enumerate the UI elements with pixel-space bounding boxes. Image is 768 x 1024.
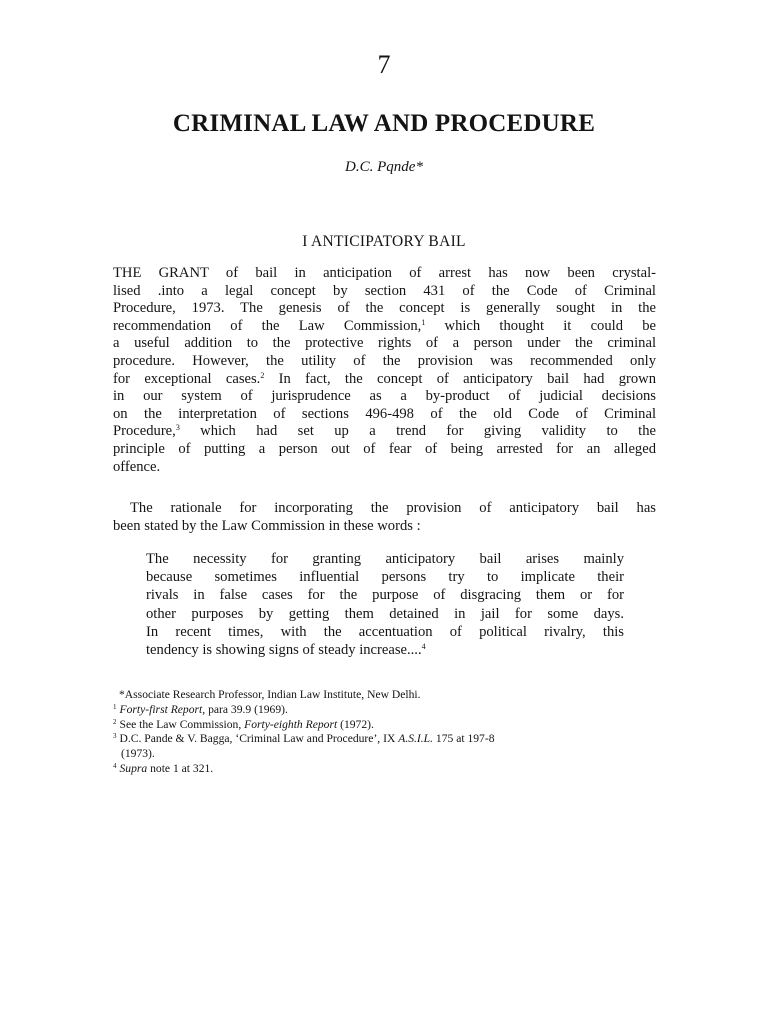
footnote-author: *Associate Research Professor, Indian Law Institute, New Delhi. xyxy=(119,688,421,701)
quote-line: other purposes by getting them detained in jail for some days. xyxy=(146,605,624,622)
footnote-text: para 39.9 (1969). xyxy=(205,702,288,716)
footnotes xyxy=(113,688,658,777)
paragraph-2 xyxy=(113,500,656,535)
footnote-mark: 4 xyxy=(113,761,117,770)
footnote-mark: 1 xyxy=(113,702,117,711)
paragraph-line: Procedure, 1973. The genesis of the concept is generally sought in the xyxy=(113,300,656,317)
line-text: recommendation of the Law Commission, xyxy=(113,317,422,334)
line-text: for exceptional cases. xyxy=(113,370,261,387)
line-text: which had set up a trend for giving validity to the xyxy=(179,423,656,440)
paragraph-line: a useful addition to the protective rights of a person under the criminal xyxy=(113,335,656,352)
paragraph-line: in our system of jurisprudence as a by-product of judicial decisions xyxy=(113,388,656,405)
footnote-text: See the Law Commission, xyxy=(119,717,245,731)
paragraph-line: principle of putting a person out of fear of being arrested for an alleged xyxy=(113,440,656,457)
author-name: D.C. Pqnde* xyxy=(345,159,423,175)
quote-line: rivals in false cases for the purpose of disgracing them or for xyxy=(146,587,624,604)
quote-line xyxy=(146,641,624,659)
quote-line: The necessity for granting anticipatory bail arises mainly xyxy=(146,551,624,567)
footnote-3 xyxy=(113,732,658,747)
chapter-title: CRIMINAL LAW AND PROCEDURE xyxy=(172,110,596,137)
footnote-3-continuation: (1973). xyxy=(121,747,155,761)
line-text: Procedure, xyxy=(113,423,176,440)
paragraph-line: offence. xyxy=(113,458,161,475)
footnote-4 xyxy=(113,762,658,777)
footnote-text: 175 at 197-8 xyxy=(433,732,495,746)
footnote-ref: 1 xyxy=(421,317,426,327)
footnote-italic: Forty-first Report, xyxy=(119,702,206,716)
section-heading: I ANTICIPATORY BAIL xyxy=(302,233,466,250)
quote-line: In recent times, with the accentuation of political rivalry, this xyxy=(146,623,624,640)
paragraph-line: on the interpretation of sections 496-498 of the old Code of Criminal xyxy=(113,405,656,422)
paragraph-line: been stated by the Law Commission in these words : xyxy=(113,517,421,534)
footnote-1 xyxy=(113,703,658,718)
footnote-italic: Forty-eighth Report xyxy=(244,717,338,731)
paragraph-line: procedure. However, the utility of the provision was recommended only xyxy=(113,352,656,369)
footnote-text: D.C. Pande & V. Bagga, ‘Criminal Law and Procedure’, IX xyxy=(119,732,399,746)
paragraph-line: The rationale for incorporating the provision of anticipatory bail has xyxy=(130,500,656,516)
footnote-text: (1972). xyxy=(337,717,374,731)
footnote-mark: 3 xyxy=(113,732,117,741)
chapter-number: 7 xyxy=(377,50,391,79)
footnote-ref: 3 xyxy=(175,423,180,433)
quote-line: because sometimes influential persons try to implicate their xyxy=(146,569,624,586)
paragraph-line: lised .into a legal concept by section 431 of the Code of Criminal xyxy=(113,282,656,299)
paragraph-1 xyxy=(113,265,656,476)
paragraph-line xyxy=(113,371,656,389)
footnote-italic: Supra xyxy=(119,761,148,775)
line-text: which thought it could be xyxy=(425,317,656,334)
footnote-text: note 1 at 321. xyxy=(147,761,214,775)
footnote-ref: 4 xyxy=(421,642,426,652)
line-text: In fact, the concept of anticipatory bail had grown xyxy=(264,370,656,387)
footnote-ref: 2 xyxy=(260,370,265,380)
paragraph-line: THE GRANT of bail in anticipation of arrest has now been crystal- xyxy=(113,265,656,281)
footnote-2 xyxy=(113,718,658,733)
line-text: tendency is showing signs of steady increase.... xyxy=(146,642,422,659)
footnote-italic: A.S.I.L. xyxy=(398,732,434,746)
paragraph-line xyxy=(113,318,656,336)
footnote-mark: 2 xyxy=(113,717,117,726)
paragraph-line xyxy=(113,423,656,441)
block-quote xyxy=(146,550,624,659)
